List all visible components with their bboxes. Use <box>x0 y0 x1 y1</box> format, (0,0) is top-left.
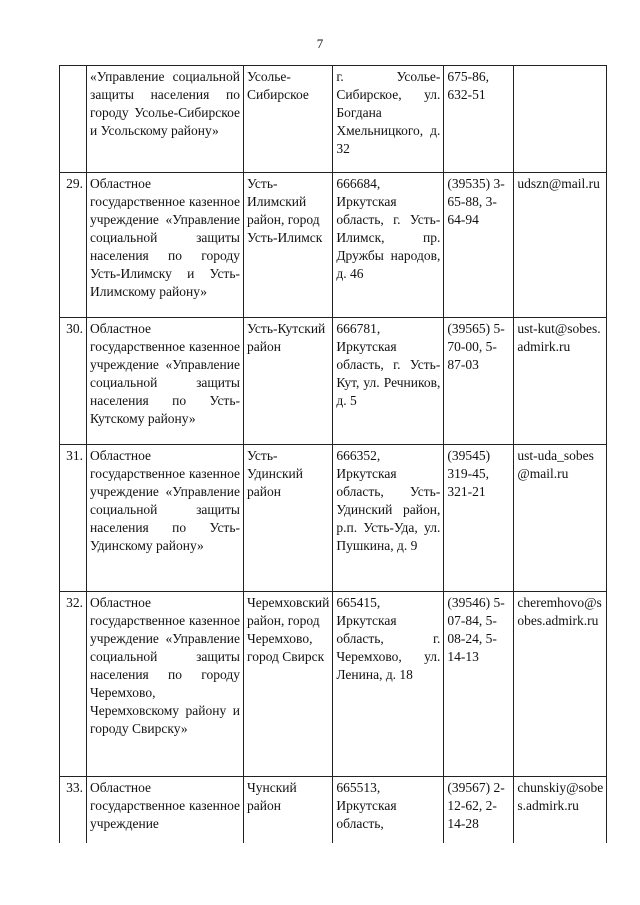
row-number: 32. <box>60 592 87 777</box>
table-row <box>60 592 607 777</box>
territory: Усть-Кутский район <box>244 318 333 445</box>
row-number: 29. <box>60 173 87 318</box>
phone: 675-86, 632-51 <box>444 66 514 173</box>
email[interactable]: ust-kut@sobes.admirk.ru <box>514 318 607 445</box>
institution-name: Областное государственное казенное учреждение «Управление социальной защиты населения по городу Черемхово, Черемховскому району и городу Свирску» <box>87 592 244 777</box>
territory: Усть-Удинский район <box>244 445 333 592</box>
territory: Черемховский район, город Черемхово, город Свирск <box>244 592 333 777</box>
territory: Усолье-Сибирское <box>244 66 333 173</box>
address: г. Усолье-Сибирское, ул. Богдана Хмельницкого, д. 32 <box>333 66 444 173</box>
institution-name: Областное государственное казенное учреждение «Управление социальной защиты населения по городу Усть-Илимску и Усть-Илимскому району» <box>87 173 244 318</box>
row-number <box>60 66 87 173</box>
institution-name: Областное государственное казенное учреждение «Управление социальной защиты населения по Усть-Кутскому району» <box>87 318 244 445</box>
table-row <box>60 66 607 173</box>
institution-name: «Управление социальной защиты населения по городу Усолье-Сибирское и Усольскому району» <box>87 66 244 173</box>
address: 665513, Иркутская область, <box>333 777 444 844</box>
institution-name: Областное государственное казенное учреждение «Управление социальной защиты населения по Усть-Удинскому району» <box>87 445 244 592</box>
table-row <box>60 777 607 844</box>
row-number: 30. <box>60 318 87 445</box>
email[interactable]: chunskiy@sobes.admirk.ru <box>514 777 607 844</box>
address: 666352, Иркутская область, Усть-Удинский район, р.п. Усть-Уда, ул. Пушкина, д. 9 <box>333 445 444 592</box>
address: 666781, Иркутская область, г. Усть-Кут, ул. Речников, д. 5 <box>333 318 444 445</box>
territory: Усть-Илимский район, город Усть-Илимск <box>244 173 333 318</box>
phone: (39546) 5-07-84, 5-08-24, 5-14-13 <box>444 592 514 777</box>
table-row <box>60 173 607 318</box>
row-number: 31. <box>60 445 87 592</box>
territory: Чунский район <box>244 777 333 844</box>
email[interactable]: udszn@mail.ru <box>514 173 607 318</box>
phone: (39565) 5-70-00, 5-87-03 <box>444 318 514 445</box>
institutions-table <box>59 65 607 843</box>
phone: (39567) 2-12-62, 2-14-28 <box>444 777 514 844</box>
page-number: 7 <box>316 36 324 51</box>
email[interactable]: cheremhovo@sobes.admirk.ru <box>514 592 607 777</box>
table-row <box>60 445 607 592</box>
institution-name: Областное государственное казенное учреждение <box>87 777 244 844</box>
table-row <box>60 318 607 445</box>
phone: (39535) 3-65-88, 3-64-94 <box>444 173 514 318</box>
address: 666684, Иркутская область, г. Усть-Илимск, пр. Дружбы народов, д. 46 <box>333 173 444 318</box>
email[interactable]: ust-uda_sobes@mail.ru <box>514 445 607 592</box>
email <box>514 66 607 173</box>
row-number: 33. <box>60 777 87 844</box>
address: 665415, Иркутская область, г. Черемхово, ул. Ленина, д. 18 <box>333 592 444 777</box>
phone: (39545) 319-45, 321-21 <box>444 445 514 592</box>
